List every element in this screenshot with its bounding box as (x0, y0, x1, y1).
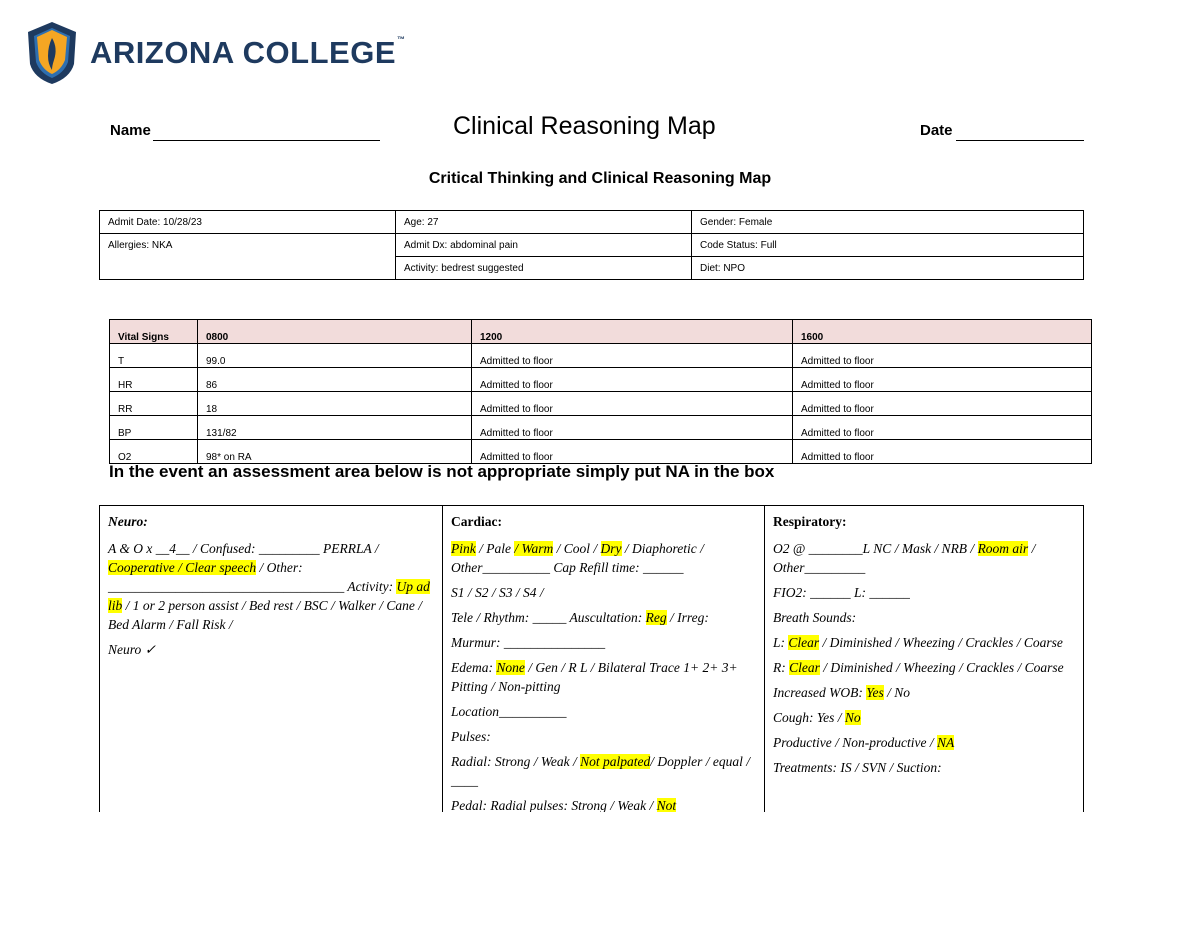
code-status: Code Status: Full (692, 234, 1084, 257)
murmur-line: Murmur: _______________ (451, 635, 606, 650)
instruction-note: In the event an assessment area below is not appropriate simply put NA in the box (109, 462, 775, 481)
empty-cell (100, 257, 396, 280)
table-cell: BP (110, 416, 198, 440)
shield-icon (26, 20, 78, 86)
highlight: Cooperative / Clear speech (108, 560, 257, 575)
arizona-college-logo (26, 20, 406, 86)
table-cell: 131/82 (198, 416, 472, 440)
neuro-heading: Neuro: (108, 514, 148, 529)
neuro-text: A & O x __4__ / Confused: _________ PERRLA / Cooperative / Clear speech / Other: ___________________________________ Activity: Up ad lib / 1 or 2 person assist / Bed rest / BSC / Walker / Cane / Bed Alarm / Fall Risk / (108, 541, 430, 632)
table-cell: 18 (198, 392, 472, 416)
highlight: Pink (451, 541, 476, 556)
cardiac-cell (443, 506, 765, 813)
table-row (110, 416, 1092, 440)
fio2-line: FIO2: ______ L: ______ (773, 585, 910, 600)
table-cell: Admitted to floor (472, 416, 793, 440)
table-cell: T (110, 344, 198, 368)
table-cell: Admitted to floor (793, 416, 1092, 440)
respiratory-heading: Respiratory: (773, 514, 847, 529)
breath-sounds-line: Breath Sounds: (773, 610, 857, 625)
table-cell: Admitted to floor (793, 392, 1092, 416)
page-title: Clinical Reasoning Map (453, 112, 716, 140)
table-row (110, 440, 1092, 464)
left-lung-line: L: Clear / Diminished / Wheezing / Crackles / Coarse (773, 635, 1063, 650)
name-field[interactable] (153, 140, 380, 141)
age: Age: 27 (396, 211, 692, 234)
pulses-line: Pulses: (451, 729, 491, 744)
table-cell: 99.0 (198, 344, 472, 368)
edema-line: Edema: None / Gen / R L / Bilateral Trace 1+ 2+ 3+ Pitting / Non-pitting (451, 660, 738, 694)
table-cell: RR (110, 392, 198, 416)
date-label: Date (920, 122, 953, 139)
highlight: Room air (977, 541, 1029, 556)
radial-line: Radial: Strong / Weak / Not palpated/ Doppler / equal / ____ (451, 754, 750, 788)
vital-signs-table (109, 319, 1092, 464)
table-cell: 98* on RA (198, 440, 472, 464)
right-lung-line: R: Clear / Diminished / Wheezing / Crackles / Coarse (773, 660, 1064, 675)
neuro-cell (100, 506, 443, 813)
respiratory-cell (765, 506, 1084, 813)
assessment-table (99, 505, 1084, 812)
wob-line: Increased WOB: Yes / No (773, 685, 910, 700)
brand-name: ARIZONA COLLEGE™ (90, 35, 406, 70)
name-label: Name (110, 122, 151, 139)
highlight: Dry (600, 541, 622, 556)
table-cell: 86 (198, 368, 472, 392)
highlight: / Warm (514, 541, 554, 556)
column-header: Vital Signs (110, 320, 198, 344)
table-row (110, 368, 1092, 392)
table-row (110, 392, 1092, 416)
table-cell: Admitted to floor (472, 440, 793, 464)
table-cell: Admitted to floor (472, 344, 793, 368)
table-cell: Admitted to floor (793, 368, 1092, 392)
column-header: 1600 (793, 320, 1092, 344)
productive-line: Productive / Non-productive / NA (773, 735, 955, 750)
highlight: Yes (866, 685, 884, 700)
table-cell: Admitted to floor (793, 344, 1092, 368)
tele-line: Tele / Rhythm: _____ Auscultation: Reg / Irreg: (451, 610, 709, 625)
location-line: Location__________ (451, 704, 567, 719)
table-cell: Admitted to floor (472, 368, 793, 392)
patient-info-table (99, 210, 1084, 280)
highlight: Clear (788, 635, 820, 650)
heart-sounds-line: S1 / S2 / S3 / S4 / (451, 585, 544, 600)
cardiac-heading: Cardiac: (451, 514, 502, 529)
column-header: 0800 (198, 320, 472, 344)
table-header-row (110, 320, 1092, 344)
table-row (110, 344, 1092, 368)
gender: Gender: Female (692, 211, 1084, 234)
highlight: Reg (645, 610, 667, 625)
table-cell: HR (110, 368, 198, 392)
admit-dx: Admit Dx: abdominal pain (396, 234, 692, 257)
date-field[interactable] (956, 140, 1084, 141)
highlight: Not palpated (580, 754, 651, 769)
table-cell: Admitted to floor (793, 440, 1092, 464)
highlight: Clear (789, 660, 820, 675)
highlight: None (496, 660, 525, 675)
skin-line: Pink / Pale / Warm / Cool / Dry / Diaphoretic / Other__________ Cap Refill time: ______ (451, 541, 704, 575)
highlight: NA (936, 735, 955, 750)
treatments-line: Treatments: IS / SVN / Suction: (773, 760, 942, 775)
highlight: Not (656, 798, 677, 812)
o2-line: O2 @ ________L NC / Mask / NRB / Room air / Other_________ (773, 541, 1036, 575)
highlight: No (844, 710, 861, 725)
neuro-check: Neuro ✓ (108, 642, 156, 657)
table-cell: Admitted to floor (472, 392, 793, 416)
assessment-area (99, 505, 1084, 812)
highlight: Up ad lib (108, 579, 430, 613)
pedal-line: Pedal: Radial pulses: Strong / Weak / Not (451, 798, 677, 812)
form-header (0, 112, 1200, 152)
admit-date: Admit Date: 10/28/23 (100, 211, 396, 234)
column-header: 1200 (472, 320, 793, 344)
allergies: Allergies: NKA (100, 234, 396, 257)
subtitle: Critical Thinking and Clinical Reasoning Map (428, 170, 772, 187)
table-cell: O2 (110, 440, 198, 464)
cough-line: Cough: Yes / No (773, 710, 861, 725)
activity: Activity: bedrest suggested (396, 257, 692, 280)
diet: Diet: NPO (692, 257, 1084, 280)
